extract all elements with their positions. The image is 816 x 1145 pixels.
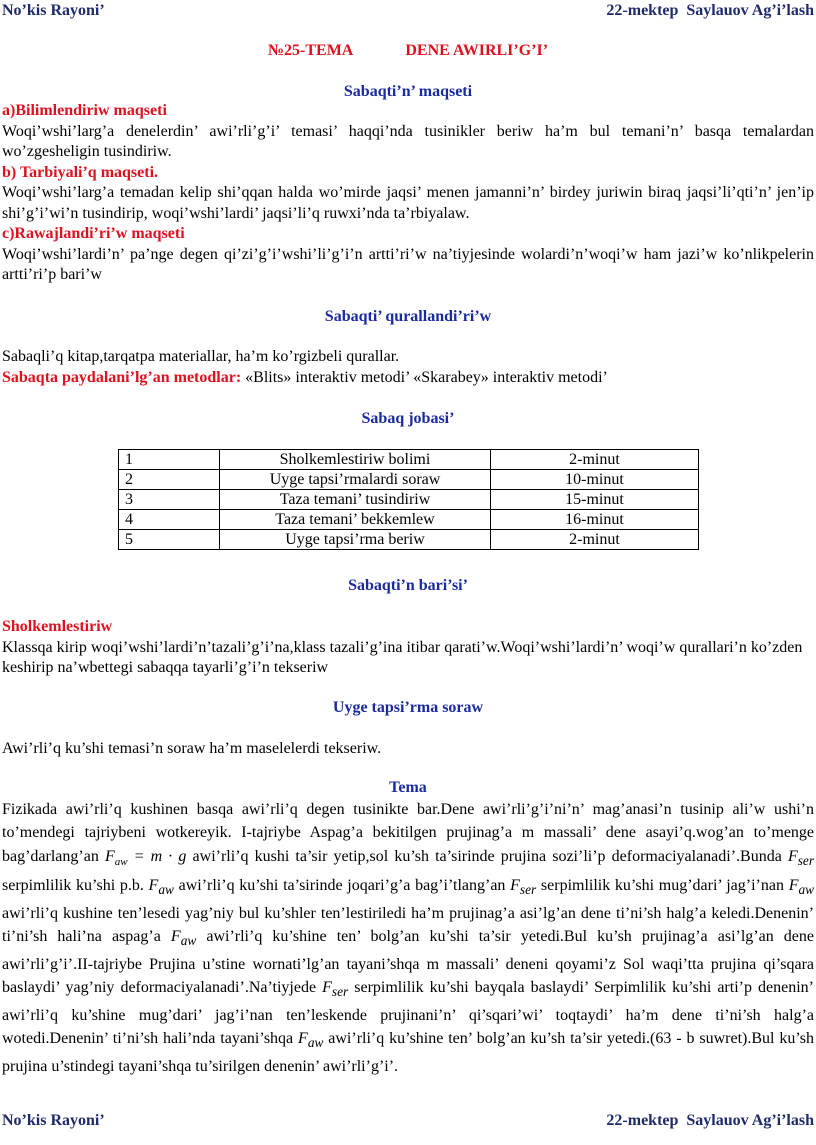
plan-row — [119, 470, 699, 490]
plan-row-activity: Uyge tapsi’rma beriw — [220, 530, 491, 550]
page-footer — [2, 1112, 814, 1132]
process-heading: Sabaqti’n bari’si’ — [348, 577, 468, 594]
plan-row-number: 2 — [119, 470, 220, 490]
topic-p5a: prujinag’a asi’lg’an dene ti’ni’sh halg’a keledi.Denenin’ ti’ni’sh hali’na aspag’a — [2, 905, 814, 946]
goal-a-label: a)Bilimlendiriw maqseti — [2, 102, 167, 119]
organization-section — [2, 617, 814, 679]
plan-row-time: 2-minut — [491, 530, 699, 550]
goals-section — [2, 101, 814, 286]
goal-c-label: c)Rawajlandi’ri’w maqseti — [2, 225, 185, 242]
footer-left: No’kis Rayoni’ — [2, 1112, 105, 1129]
plan-row-number: 5 — [119, 530, 220, 550]
methods-text: «Blits» interaktiv metodi’ «Skarabey» interaktiv metodi’ — [241, 368, 608, 386]
lesson-plan-table — [118, 449, 699, 550]
plan-row-time: 16-minut — [491, 510, 699, 530]
plan-row-number: 1 — [119, 450, 220, 470]
equipment-text: Sabaqli’q kitap,tarqatpa materiallar, ha’m ko’rgizbeli qurallar. — [2, 348, 400, 365]
topic-p8a: wotedi.Denenin’ ti’ni’sh hali’nda tayani’shqa — [2, 1030, 299, 1048]
homework-text: Awi’rli’q ku’shi temasi’n soraw ha’m maselelerdi tekseriw. — [2, 740, 382, 757]
topic-p4b: awi’rli’q kushine ten’lesedi yag’niy bul ku’shler ten’lestiriledi ha’m — [2, 905, 445, 922]
organization-label: Sholkemlestiriw — [2, 618, 113, 635]
title-topic: DENE AWIRLI’G’I’ — [405, 42, 549, 59]
f-aw-symbol: $F_{aw}$ — [788, 877, 815, 898]
f-ser-symbol: $F_{ser}$ — [787, 847, 815, 868]
topic-p3a: deformaciyalanadi’.Bunda — [611, 847, 788, 865]
plan-row — [119, 450, 699, 470]
f-ser-symbol: $F_{ser}$ — [510, 877, 537, 898]
topic-p1: Fizikada awi’rli’q kushinen basqa awi’rli’q degen tusinikte bar.Dene awi’rli’g’i’ni’n’ mag’anasi’n tusinip ali’w ushi’n to’mendegi tajriybeni wotkereyik. I-tajriybe Aspag’a bekitilgen prujinag’a m massali’ dene asayi’q.wog’an — [2, 801, 814, 842]
plan-row — [119, 530, 699, 550]
topic-p8b: awi’rli’q ku’shine ten’ bolg’an ku’sh ta’sir yetedi.(63 - b suwret).Bul ku’sh prujina u’stindegi tayani’shqa tu’sirilgen denenin’ awi’rli’g’i’. — [2, 1030, 815, 1075]
f-ser-symbol: $F_{ser}$ — [322, 979, 349, 1000]
plan-heading: Sabaq jobasi’ — [361, 410, 455, 427]
f-aw-symbol: $F_{aw}$ — [148, 877, 174, 898]
topic-p3c: awi’rli’q ku’shi ta’sirinde joqari’g’a bag’i’tlang’an — [173, 877, 511, 895]
plan-row-number: 3 — [119, 490, 220, 510]
weight-formula: $F_{aw} = m \cdot g$ — [104, 847, 187, 868]
topic-p2b: awi’rli’q kushi ta’sir yetip,sol ku’sh ta’sirinde prujina sozi’li’p — [192, 847, 606, 865]
header-left: No’kis Rayoni’ — [2, 2, 105, 19]
topic-p3b: serpimlilik ku’shi p.b. — [2, 877, 149, 895]
topic-p7a: deformaciyalanadi’.Na’tiyjede — [120, 979, 323, 997]
title-number: №25-TEMA — [267, 42, 354, 59]
lesson-title — [2, 42, 814, 60]
topic-p6: ku’shi ta’sir yetedi.Bul ku’sh prujinag’a asi’lg’an dene awi’rli’g’i’.II-tajriybe Prujina u’stine wornati’lg’an tayani’shqa m massali’ deneni qoyami’z Sol waqi’tta prujina qi’sqara baslaydi’ yag’niy — [2, 928, 815, 997]
plan-row-activity: Sholkemlestiriw bolimi — [220, 450, 491, 470]
goal-b-text: Woqi’wshi’larg’a temadan kelip shi’qqan halda wo’mirde jaqsi’ menen jamanni’n’ birdey juriwin biraq jaqsi’li’qti’n’ jen’ip shi’g’i’wi’n tusindirip, woqi’wshi’lardi’ jaqsi’li’q ruwxi’nda ta’rbiyalaw. — [2, 184, 814, 222]
topic-p7b: serpimlilik ku’shi bayqala baslaydi’ Serpimlilik ku’shi arti’p denenin’ awi’rli’q ku’shine mug’dari’ jag’i’nan ten’leskende prujinani’n’ qi’sqari’wi’ toqtaydi’ ha’m dene ti’ni’sh halg’a — [2, 979, 815, 1024]
header-right: 22-mektep Saylauov Ag’i’lash — [606, 2, 814, 19]
f-aw-symbol: $F_{aw}$ — [298, 1030, 324, 1051]
equipment-section — [2, 347, 814, 388]
goal-c-text: Woqi’wshi’lardi’n’ pa’nge degen qi’zi’g’i’wshi’li’g’i’n artti’ri’w na’tiyjesinde wolardi’n’woqi’w ham jazi’w ko’nlikpelerin artti’ri’p bari’w — [2, 245, 814, 283]
goal-b-label: b) Tarbiyali’q maqseti. — [2, 163, 159, 181]
plan-row-activity: Taza temani’ bekkemlew — [220, 510, 491, 530]
methods-label: Sabaqta paydalani’lg’an metodlar: — [2, 368, 242, 386]
page-header — [2, 2, 814, 22]
f-aw-symbol: $F_{aw}$ — [170, 928, 197, 949]
equipment-heading: Sabaqti’ qurallandi’ri’w — [324, 308, 492, 325]
organization-text: Klassqa kirip woqi’wshi’lardi’n’tazali’g’i’na,klass tazali’g’ina itibar qarati’w.Woqi’wshi’lardi’n’ woqi’w qurallari’n ko’zden keshirip na’wbettegi sabaqqa tayarli’g’i’n tekseriw — [2, 638, 803, 676]
topic-body — [2, 798, 814, 1078]
goals-heading: Sabaqti’n’ maqseti — [343, 83, 473, 100]
plan-row — [119, 490, 699, 510]
topic-p4a: serpimlilik ku’shi mug’dari’ jag’i’nan — [540, 877, 789, 895]
plan-row-time: 10-minut — [491, 470, 699, 490]
plan-row-activity: Taza temani’ tusindiriw — [220, 490, 491, 510]
plan-row-time: 15-minut — [491, 490, 699, 510]
homework-heading: Uyge tapsi’rma soraw — [332, 699, 484, 716]
footer-right: 22-mektep Saylauov Ag’i’lash — [606, 1112, 814, 1129]
plan-row-number: 4 — [119, 510, 220, 530]
plan-row-time: 2-minut — [491, 450, 699, 470]
goal-a-text: Woqi’wshi’larg’a denelerdin’ awi’rli’g’i’ temasi’ haqqi’nda tusinikler beriw ha’m bul temani’n’ basqa temalardan wo’zgesheligin tusindiriw. — [2, 122, 814, 160]
topic-heading: Tema — [389, 779, 427, 796]
topic-p5b: awi’rli’q ku’shine ten’ bolg’an — [196, 928, 420, 946]
topic-p2a: to’menge bag’darlang’an — [2, 824, 815, 865]
methods-line — [2, 368, 814, 389]
plan-row-activity: Uyge tapsi’rmalardi soraw — [220, 470, 491, 490]
plan-row — [119, 510, 699, 530]
